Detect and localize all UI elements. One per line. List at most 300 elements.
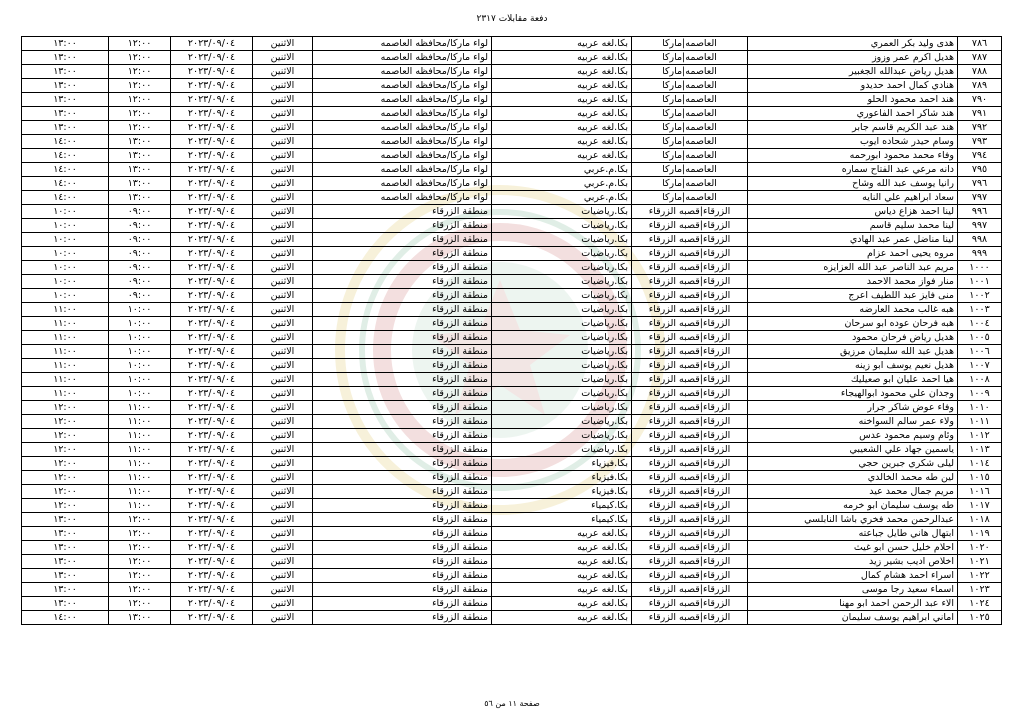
region-cell: منطقة الزرقاء xyxy=(313,359,492,373)
candidate-name-cell: اخلاص اديب بشير زيد xyxy=(748,555,958,569)
time-start-cell: ١١:٠٠ xyxy=(109,443,171,457)
region-cell: منطقة الزرقاء xyxy=(313,387,492,401)
date-cell: ٢٠٢٣/٠٩/٠٤ xyxy=(171,149,253,163)
date-cell: ٢٠٢٣/٠٩/٠٤ xyxy=(171,569,253,583)
region-cell: منطقة الزرقاء xyxy=(313,611,492,625)
specialization-cell: بكا.رياضيات xyxy=(492,429,632,443)
day-cell: الاثنين xyxy=(253,443,313,457)
table-row xyxy=(22,541,1002,555)
candidate-name-cell: وفاء محمد محمود ابورحمه xyxy=(748,149,958,163)
date-cell: ٢٠٢٣/٠٩/٠٤ xyxy=(171,275,253,289)
candidate-name-cell: اسماء سعيد رجا موسى xyxy=(748,583,958,597)
time-end-cell: ١٠:٠٠ xyxy=(22,289,109,303)
date-cell: ٢٠٢٣/٠٩/٠٤ xyxy=(171,541,253,555)
table-row xyxy=(22,485,1002,499)
day-cell: الاثنين xyxy=(253,191,313,205)
candidate-name-cell: هند شاكر احمد الفاعوري xyxy=(748,107,958,121)
table-row xyxy=(22,177,1002,191)
date-cell: ٢٠٢٣/٠٩/٠٤ xyxy=(171,597,253,611)
row-number-cell: ١٠٠٨ xyxy=(958,373,1002,387)
row-number-cell: ١٠٢١ xyxy=(958,555,1002,569)
directorate-cell: الزرقاء|قصبه الزرقاء xyxy=(632,401,748,415)
time-end-cell: ١٢:٠٠ xyxy=(22,401,109,415)
specialization-cell: بكا.لغه عربيه xyxy=(492,149,632,163)
table-row xyxy=(22,65,1002,79)
date-cell: ٢٠٢٣/٠٩/٠٤ xyxy=(171,93,253,107)
day-cell: الاثنين xyxy=(253,247,313,261)
specialization-cell: بكا.كيمياء xyxy=(492,499,632,513)
time-start-cell: ١٢:٠٠ xyxy=(109,65,171,79)
candidate-name-cell: هديل نعيم يوسف ابو زينه xyxy=(748,359,958,373)
directorate-cell: الزرقاء|قصبه الزرقاء xyxy=(632,499,748,513)
day-cell: الاثنين xyxy=(253,401,313,415)
row-number-cell: ٩٩٦ xyxy=(958,205,1002,219)
table-row xyxy=(22,121,1002,135)
table-row xyxy=(22,415,1002,429)
date-cell: ٢٠٢٣/٠٩/٠٤ xyxy=(171,555,253,569)
table-row xyxy=(22,457,1002,471)
region-cell: لواء ماركا/محافظه العاصمه xyxy=(313,37,492,51)
table-row xyxy=(22,429,1002,443)
time-end-cell: ١٣:٠٠ xyxy=(22,597,109,611)
row-number-cell: ١٠٢٤ xyxy=(958,597,1002,611)
day-cell: الاثنين xyxy=(253,527,313,541)
row-number-cell: ٧٩٧ xyxy=(958,191,1002,205)
time-end-cell: ١٠:٠٠ xyxy=(22,219,109,233)
specialization-cell: بكا.لغه عربيه xyxy=(492,569,632,583)
row-number-cell: ١٠١٩ xyxy=(958,527,1002,541)
directorate-cell: الزرقاء|قصبه الزرقاء xyxy=(632,583,748,597)
time-end-cell: ١٣:٠٠ xyxy=(22,107,109,121)
directorate-cell: الزرقاء|قصبه الزرقاء xyxy=(632,205,748,219)
row-number-cell: ٧٨٨ xyxy=(958,65,1002,79)
time-start-cell: ١٢:٠٠ xyxy=(109,513,171,527)
time-start-cell: ١٠:٠٠ xyxy=(109,373,171,387)
time-end-cell: ١٣:٠٠ xyxy=(22,583,109,597)
row-number-cell: ١٠١٧ xyxy=(958,499,1002,513)
table-row xyxy=(22,191,1002,205)
candidate-name-cell: لينا احمد هزاع دياس xyxy=(748,205,958,219)
table-row xyxy=(22,317,1002,331)
time-start-cell: ٠٩:٠٠ xyxy=(109,247,171,261)
date-cell: ٢٠٢٣/٠٩/٠٤ xyxy=(171,485,253,499)
region-cell: منطقة الزرقاء xyxy=(313,219,492,233)
row-number-cell: ٩٩٧ xyxy=(958,219,1002,233)
row-number-cell: ١٠٠٧ xyxy=(958,359,1002,373)
time-start-cell: ١٣:٠٠ xyxy=(109,191,171,205)
directorate-cell: الزرقاء|قصبه الزرقاء xyxy=(632,443,748,457)
date-cell: ٢٠٢٣/٠٩/٠٤ xyxy=(171,331,253,345)
time-start-cell: ٠٩:٠٠ xyxy=(109,205,171,219)
table-row xyxy=(22,163,1002,177)
row-number-cell: ١٠١٦ xyxy=(958,485,1002,499)
directorate-cell: العاصمه|ماركا xyxy=(632,37,748,51)
day-cell: الاثنين xyxy=(253,261,313,275)
day-cell: الاثنين xyxy=(253,373,313,387)
time-start-cell: ١١:٠٠ xyxy=(109,471,171,485)
directorate-cell: الزرقاء|قصبه الزرقاء xyxy=(632,541,748,555)
directorate-cell: الزرقاء|قصبه الزرقاء xyxy=(632,555,748,569)
day-cell: الاثنين xyxy=(253,597,313,611)
day-cell: الاثنين xyxy=(253,233,313,247)
specialization-cell: بكا.م.عربي xyxy=(492,191,632,205)
time-start-cell: ١٣:٠٠ xyxy=(109,135,171,149)
row-number-cell: ١٠٠٥ xyxy=(958,331,1002,345)
day-cell: الاثنين xyxy=(253,205,313,219)
time-end-cell: ١٢:٠٠ xyxy=(22,471,109,485)
row-number-cell: ٩٩٨ xyxy=(958,233,1002,247)
row-number-cell: ٩٩٩ xyxy=(958,247,1002,261)
date-cell: ٢٠٢٣/٠٩/٠٤ xyxy=(171,121,253,135)
day-cell: الاثنين xyxy=(253,499,313,513)
candidate-name-cell: هديل رياض عبدالله الجغبير xyxy=(748,65,958,79)
specialization-cell: بكا.رياضيات xyxy=(492,401,632,415)
region-cell: لواء ماركا/محافظه العاصمه xyxy=(313,191,492,205)
directorate-cell: الزرقاء|قصبه الزرقاء xyxy=(632,429,748,443)
date-cell: ٢٠٢٣/٠٩/٠٤ xyxy=(171,443,253,457)
table-row xyxy=(22,499,1002,513)
directorate-cell: الزرقاء|قصبه الزرقاء xyxy=(632,457,748,471)
region-cell: لواء ماركا/محافظه العاصمه xyxy=(313,121,492,135)
table-row xyxy=(22,37,1002,51)
region-cell: منطقة الزرقاء xyxy=(313,275,492,289)
directorate-cell: العاصمه|ماركا xyxy=(632,191,748,205)
table-row xyxy=(22,51,1002,65)
time-end-cell: ١٤:٠٠ xyxy=(22,135,109,149)
time-end-cell: ١٣:٠٠ xyxy=(22,37,109,51)
row-number-cell: ٧٩٠ xyxy=(958,93,1002,107)
region-cell: لواء ماركا/محافظه العاصمه xyxy=(313,177,492,191)
directorate-cell: الزرقاء|قصبه الزرقاء xyxy=(632,289,748,303)
table-body xyxy=(22,37,1002,625)
specialization-cell: بكا.رياضيات xyxy=(492,275,632,289)
day-cell: الاثنين xyxy=(253,331,313,345)
row-number-cell: ١٠٢٥ xyxy=(958,611,1002,625)
date-cell: ٢٠٢٣/٠٩/٠٤ xyxy=(171,457,253,471)
specialization-cell: بكا.رياضيات xyxy=(492,331,632,345)
day-cell: الاثنين xyxy=(253,107,313,121)
region-cell: منطقة الزرقاء xyxy=(313,597,492,611)
time-end-cell: ١١:٠٠ xyxy=(22,303,109,317)
row-number-cell: ٧٩٤ xyxy=(958,149,1002,163)
specialization-cell: بكا.رياضيات xyxy=(492,387,632,401)
row-number-cell: ٧٩١ xyxy=(958,107,1002,121)
candidate-name-cell: عبدالرحمن محمد فخري باشا النابلسي xyxy=(748,513,958,527)
region-cell: منطقة الزرقاء xyxy=(313,205,492,219)
time-end-cell: ١٠:٠٠ xyxy=(22,275,109,289)
row-number-cell: ٧٩٦ xyxy=(958,177,1002,191)
date-cell: ٢٠٢٣/٠٩/٠٤ xyxy=(171,471,253,485)
time-end-cell: ١١:٠٠ xyxy=(22,387,109,401)
directorate-cell: العاصمه|ماركا xyxy=(632,93,748,107)
time-start-cell: ١٢:٠٠ xyxy=(109,569,171,583)
day-cell: الاثنين xyxy=(253,415,313,429)
time-start-cell: ١٠:٠٠ xyxy=(109,303,171,317)
date-cell: ٢٠٢٣/٠٩/٠٤ xyxy=(171,429,253,443)
time-end-cell: ١٣:٠٠ xyxy=(22,65,109,79)
row-number-cell: ١٠٠٤ xyxy=(958,317,1002,331)
time-end-cell: ١٣:٠٠ xyxy=(22,513,109,527)
directorate-cell: الزرقاء|قصبه الزرقاء xyxy=(632,219,748,233)
directorate-cell: العاصمه|ماركا xyxy=(632,163,748,177)
date-cell: ٢٠٢٣/٠٩/٠٤ xyxy=(171,499,253,513)
date-cell: ٢٠٢٣/٠٩/٠٤ xyxy=(171,79,253,93)
candidate-name-cell: هديل عبد الله سليمان مرزيق xyxy=(748,345,958,359)
table-row xyxy=(22,569,1002,583)
specialization-cell: بكا.لغه عربيه xyxy=(492,611,632,625)
day-cell: الاثنين xyxy=(253,303,313,317)
directorate-cell: العاصمه|ماركا xyxy=(632,121,748,135)
table-row xyxy=(22,527,1002,541)
directorate-cell: العاصمه|ماركا xyxy=(632,149,748,163)
directorate-cell: الزرقاء|قصبه الزرقاء xyxy=(632,247,748,261)
table-row xyxy=(22,135,1002,149)
region-cell: منطقة الزرقاء xyxy=(313,331,492,345)
candidate-name-cell: ليلى شكري جبرين حجي xyxy=(748,457,958,471)
day-cell: الاثنين xyxy=(253,359,313,373)
time-start-cell: ١٣:٠٠ xyxy=(109,611,171,625)
time-end-cell: ١٢:٠٠ xyxy=(22,443,109,457)
time-start-cell: ١٣:٠٠ xyxy=(109,149,171,163)
table-row xyxy=(22,205,1002,219)
region-cell: منطقة الزرقاء xyxy=(313,373,492,387)
time-start-cell: ١٢:٠٠ xyxy=(109,79,171,93)
table-row xyxy=(22,611,1002,625)
directorate-cell: الزرقاء|قصبه الزرقاء xyxy=(632,597,748,611)
date-cell: ٢٠٢٣/٠٩/٠٤ xyxy=(171,289,253,303)
table-row xyxy=(22,289,1002,303)
region-cell: منطقة الزرقاء xyxy=(313,429,492,443)
specialization-cell: بكا.لغه عربيه xyxy=(492,37,632,51)
date-cell: ٢٠٢٣/٠٩/٠٤ xyxy=(171,135,253,149)
time-end-cell: ١١:٠٠ xyxy=(22,331,109,345)
specialization-cell: بكا.فيزياء xyxy=(492,485,632,499)
day-cell: الاثنين xyxy=(253,457,313,471)
directorate-cell: الزرقاء|قصبه الزرقاء xyxy=(632,303,748,317)
candidate-name-cell: هديل رياض فرحان محمود xyxy=(748,331,958,345)
region-cell: منطقة الزرقاء xyxy=(313,303,492,317)
directorate-cell: الزرقاء|قصبه الزرقاء xyxy=(632,527,748,541)
day-cell: الاثنين xyxy=(253,513,313,527)
directorate-cell: الزرقاء|قصبه الزرقاء xyxy=(632,233,748,247)
table-row xyxy=(22,359,1002,373)
date-cell: ٢٠٢٣/٠٩/٠٤ xyxy=(171,583,253,597)
date-cell: ٢٠٢٣/٠٩/٠٤ xyxy=(171,261,253,275)
time-start-cell: ١١:٠٠ xyxy=(109,429,171,443)
date-cell: ٢٠٢٣/٠٩/٠٤ xyxy=(171,247,253,261)
date-cell: ٢٠٢٣/٠٩/٠٤ xyxy=(171,177,253,191)
time-start-cell: ١٠:٠٠ xyxy=(109,331,171,345)
row-number-cell: ٧٨٩ xyxy=(958,79,1002,93)
time-end-cell: ١٤:٠٠ xyxy=(22,163,109,177)
specialization-cell: بكا.لغه عربيه xyxy=(492,65,632,79)
specialization-cell: بكا.لغه عربيه xyxy=(492,541,632,555)
region-cell: منطقة الزرقاء xyxy=(313,527,492,541)
candidate-name-cell: لينا محمد سليم قاسم xyxy=(748,219,958,233)
candidate-name-cell: هبه غالب محمد العارضه xyxy=(748,303,958,317)
row-number-cell: ١٠١١ xyxy=(958,415,1002,429)
day-cell: الاثنين xyxy=(253,177,313,191)
time-end-cell: ١٤:٠٠ xyxy=(22,191,109,205)
date-cell: ٢٠٢٣/٠٩/٠٤ xyxy=(171,611,253,625)
time-start-cell: ١٠:٠٠ xyxy=(109,317,171,331)
time-end-cell: ١٣:٠٠ xyxy=(22,93,109,107)
directorate-cell: الزرقاء|قصبه الزرقاء xyxy=(632,485,748,499)
date-cell: ٢٠٢٣/٠٩/٠٤ xyxy=(171,107,253,121)
table-row xyxy=(22,149,1002,163)
time-end-cell: ١٤:٠٠ xyxy=(22,149,109,163)
specialization-cell: بكا.رياضيات xyxy=(492,415,632,429)
row-number-cell: ١٠١٨ xyxy=(958,513,1002,527)
candidate-name-cell: دانه مرعي عبد الفتاح سماره xyxy=(748,163,958,177)
candidate-name-cell: لينا مناضل عمر عبد الهادي xyxy=(748,233,958,247)
specialization-cell: بكا.كيمياء xyxy=(492,513,632,527)
time-end-cell: ١٣:٠٠ xyxy=(22,555,109,569)
day-cell: الاثنين xyxy=(253,65,313,79)
specialization-cell: بكا.لغه عربيه xyxy=(492,51,632,65)
date-cell: ٢٠٢٣/٠٩/٠٤ xyxy=(171,191,253,205)
specialization-cell: بكا.لغه عربيه xyxy=(492,583,632,597)
specialization-cell: بكا.رياضيات xyxy=(492,289,632,303)
day-cell: الاثنين xyxy=(253,317,313,331)
time-start-cell: ٠٩:٠٠ xyxy=(109,261,171,275)
candidate-name-cell: هبه فرحان عوده ابو سرحان xyxy=(748,317,958,331)
directorate-cell: الزرقاء|قصبه الزرقاء xyxy=(632,513,748,527)
directorate-cell: العاصمه|ماركا xyxy=(632,107,748,121)
row-number-cell: ١٠١٣ xyxy=(958,443,1002,457)
date-cell: ٢٠٢٣/٠٩/٠٤ xyxy=(171,527,253,541)
time-end-cell: ١٣:٠٠ xyxy=(22,51,109,65)
region-cell: منطقة الزرقاء xyxy=(313,471,492,485)
region-cell: لواء ماركا/محافظه العاصمه xyxy=(313,79,492,93)
specialization-cell: بكا.رياضيات xyxy=(492,233,632,247)
table-row xyxy=(22,261,1002,275)
candidates-table xyxy=(21,36,1002,625)
time-start-cell: ١٠:٠٠ xyxy=(109,359,171,373)
specialization-cell: بكا.لغه عربيه xyxy=(492,135,632,149)
row-number-cell: ٧٩٥ xyxy=(958,163,1002,177)
day-cell: الاثنين xyxy=(253,51,313,65)
specialization-cell: بكا.رياضيات xyxy=(492,345,632,359)
directorate-cell: الزرقاء|قصبه الزرقاء xyxy=(632,569,748,583)
time-end-cell: ١١:٠٠ xyxy=(22,345,109,359)
candidate-name-cell: وجدان علي محمود ابوالهيجاء xyxy=(748,387,958,401)
day-cell: الاثنين xyxy=(253,569,313,583)
date-cell: ٢٠٢٣/٠٩/٠٤ xyxy=(171,373,253,387)
candidate-name-cell: مريم جمال محمد عيد xyxy=(748,485,958,499)
table-row xyxy=(22,331,1002,345)
region-cell: لواء ماركا/محافظه العاصمه xyxy=(313,149,492,163)
specialization-cell: بكا.رياضيات xyxy=(492,443,632,457)
time-start-cell: ١٢:٠٠ xyxy=(109,93,171,107)
day-cell: الاثنين xyxy=(253,387,313,401)
date-cell: ٢٠٢٣/٠٩/٠٤ xyxy=(171,233,253,247)
row-number-cell: ١٠٢٠ xyxy=(958,541,1002,555)
table-row xyxy=(22,513,1002,527)
candidate-name-cell: هنادي كمال احمد حديدو xyxy=(748,79,958,93)
time-end-cell: ١٠:٠٠ xyxy=(22,233,109,247)
table-row xyxy=(22,93,1002,107)
region-cell: منطقة الزرقاء xyxy=(313,443,492,457)
date-cell: ٢٠٢٣/٠٩/٠٤ xyxy=(171,401,253,415)
day-cell: الاثنين xyxy=(253,611,313,625)
specialization-cell: بكا.رياضيات xyxy=(492,219,632,233)
time-start-cell: ١٢:٠٠ xyxy=(109,51,171,65)
day-cell: الاثنين xyxy=(253,583,313,597)
region-cell: منطقة الزرقاء xyxy=(313,317,492,331)
time-end-cell: ١٢:٠٠ xyxy=(22,485,109,499)
time-start-cell: ١١:٠٠ xyxy=(109,485,171,499)
page-title: دفعة مقابلات ٢٣١٧ xyxy=(476,14,548,24)
date-cell: ٢٠٢٣/٠٩/٠٤ xyxy=(171,359,253,373)
directorate-cell: الزرقاء|قصبه الزرقاء xyxy=(632,373,748,387)
directorate-cell: الزرقاء|قصبه الزرقاء xyxy=(632,359,748,373)
region-cell: منطقة الزرقاء xyxy=(313,289,492,303)
table-row xyxy=(22,443,1002,457)
time-end-cell: ١٢:٠٠ xyxy=(22,429,109,443)
row-number-cell: ١٠٢٢ xyxy=(958,569,1002,583)
specialization-cell: بكا.م.عربي xyxy=(492,163,632,177)
candidate-name-cell: منار فواز محمد الاحمد xyxy=(748,275,958,289)
table-row xyxy=(22,555,1002,569)
day-cell: الاثنين xyxy=(253,149,313,163)
time-start-cell: ٠٩:٠٠ xyxy=(109,289,171,303)
time-start-cell: ١٢:٠٠ xyxy=(109,121,171,135)
time-start-cell: ١١:٠٠ xyxy=(109,401,171,415)
row-number-cell: ١٠٢٣ xyxy=(958,583,1002,597)
time-end-cell: ١٢:٠٠ xyxy=(22,499,109,513)
row-number-cell: ١٠٠٦ xyxy=(958,345,1002,359)
row-number-cell: ١٠٠٩ xyxy=(958,387,1002,401)
date-cell: ٢٠٢٣/٠٩/٠٤ xyxy=(171,51,253,65)
directorate-cell: الزرقاء|قصبه الزرقاء xyxy=(632,345,748,359)
day-cell: الاثنين xyxy=(253,93,313,107)
time-start-cell: ٠٩:٠٠ xyxy=(109,219,171,233)
day-cell: الاثنين xyxy=(253,163,313,177)
candidate-name-cell: وئام وسيم محمود عدس xyxy=(748,429,958,443)
specialization-cell: بكا.رياضيات xyxy=(492,205,632,219)
region-cell: لواء ماركا/محافظه العاصمه xyxy=(313,107,492,121)
table-row xyxy=(22,107,1002,121)
time-end-cell: ١١:٠٠ xyxy=(22,359,109,373)
directorate-cell: الزرقاء|قصبه الزرقاء xyxy=(632,331,748,345)
time-start-cell: ١٢:٠٠ xyxy=(109,37,171,51)
region-cell: منطقة الزرقاء xyxy=(313,513,492,527)
specialization-cell: بكا.فيزياء xyxy=(492,471,632,485)
region-cell: منطقة الزرقاء xyxy=(313,499,492,513)
time-end-cell: ١٣:٠٠ xyxy=(22,121,109,135)
row-number-cell: ١٠١٢ xyxy=(958,429,1002,443)
candidate-name-cell: منى فايز عبد اللطيف اعرج xyxy=(748,289,958,303)
time-end-cell: ١٤:٠٠ xyxy=(22,177,109,191)
date-cell: ٢٠٢٣/٠٩/٠٤ xyxy=(171,163,253,177)
time-end-cell: ١٣:٠٠ xyxy=(22,541,109,555)
specialization-cell: بكا.رياضيات xyxy=(492,373,632,387)
region-cell: منطقة الزرقاء xyxy=(313,261,492,275)
time-end-cell: ١٣:٠٠ xyxy=(22,527,109,541)
table-row xyxy=(22,275,1002,289)
time-end-cell: ١٣:٠٠ xyxy=(22,79,109,93)
time-start-cell: ١٠:٠٠ xyxy=(109,345,171,359)
candidate-name-cell: طه يوسف سليمان ابو خرمه xyxy=(748,499,958,513)
directorate-cell: العاصمه|ماركا xyxy=(632,135,748,149)
region-cell: منطقة الزرقاء xyxy=(313,555,492,569)
day-cell: الاثنين xyxy=(253,471,313,485)
day-cell: الاثنين xyxy=(253,79,313,93)
table-row xyxy=(22,219,1002,233)
candidate-name-cell: الاء عبد الرحمن احمد ابو مهنا xyxy=(748,597,958,611)
table-row xyxy=(22,373,1002,387)
